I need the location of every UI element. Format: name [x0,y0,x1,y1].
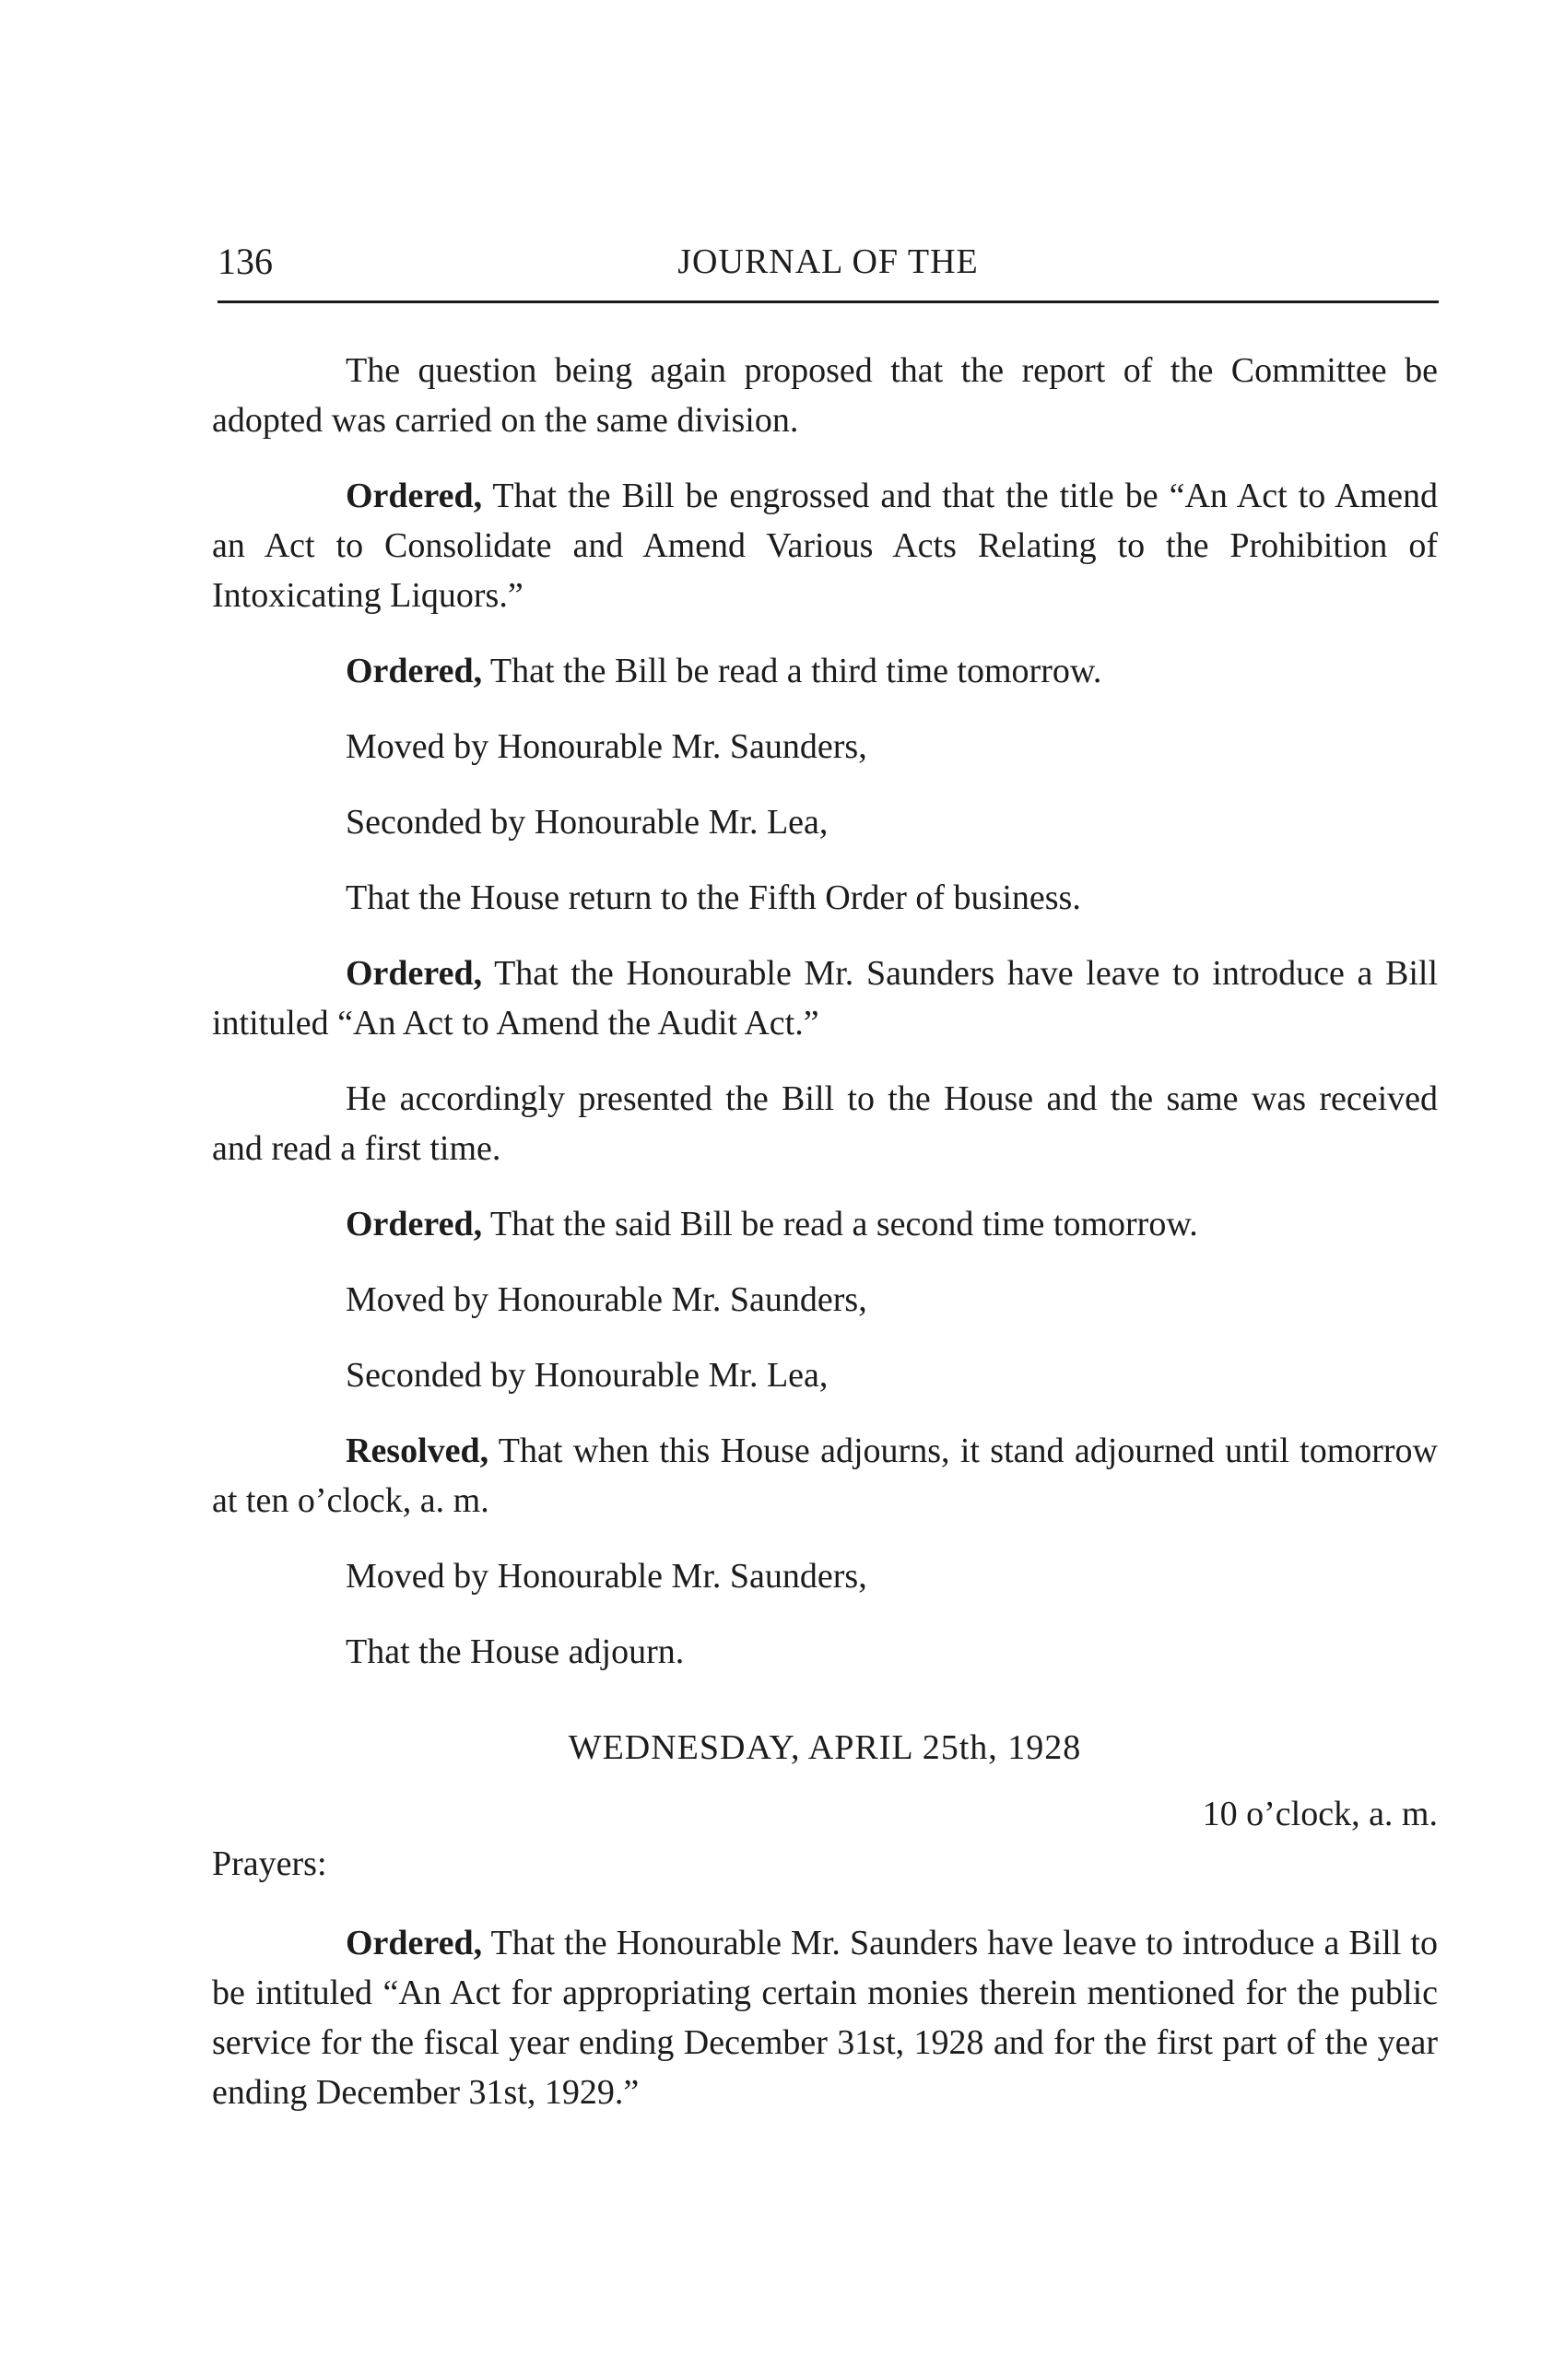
paragraph-lead: Ordered, [346,477,483,515]
paragraph-text: That the Bill be engrossed and that the title be “An Act to Amend an Act to Consolidate and Amend Various Acts Relating to the Prohibition of Intoxicating Liquors.” [212,477,1438,615]
paragraph-text: That the Honourable Mr. Saunders have leave to introduce a Bill intituled “An Act to Amend the Audit Act.” [212,954,1438,1043]
paragraph-text: That the House return to the Fifth Order of business. [346,878,1081,917]
final-paragraph [212,1918,1438,2117]
page-header [218,230,1439,295]
paragraph-text: That the said Bill be read a second time tomorrow. [482,1205,1198,1243]
paragraph-text: That the House adjourn. [346,1632,685,1671]
paragraph-text: Moved by Honourable Mr. Saunders, [346,1557,867,1596]
paragraph-text: That the Bill be read a third time tomorrow. [482,652,1102,690]
paragraph [212,1627,1438,1677]
paragraph-lead: Resolved, [346,1432,489,1470]
paragraph [212,1426,1438,1526]
session-time: 10 o’clock, a. m. [1202,1795,1438,1833]
running-head: JOURNAL OF THE [677,242,979,281]
paragraph-lead: Ordered, [346,954,483,993]
paragraph-text: Seconded by Honourable Mr. Lea, [346,803,829,842]
paragraph [212,471,1438,620]
paragraph [212,1275,1438,1325]
page-number: 136 [218,241,273,282]
paragraph-lead: Ordered, [346,1924,483,1962]
paragraph-text: Seconded by Honourable Mr. Lea, [346,1356,829,1395]
paragraph-lead: Ordered, [346,652,483,690]
prayers-label: Prayers: [212,1844,327,1883]
paragraph-lead: Ordered, [346,1205,483,1243]
paragraph [212,646,1438,696]
paragraph [212,873,1438,923]
paragraph [212,1350,1438,1400]
paragraph [212,1199,1438,1249]
paragraph-text: He accordingly presented the Bill to the House and the same was received and read a first time. [212,1079,1438,1168]
header-rule [218,300,1439,303]
paragraph-text: That when this House adjourns, it stand adjourned until tomorrow at ten o’clock, a. m. [212,1432,1438,1520]
paragraph [212,1074,1438,1173]
paragraph-text: That the Honourable Mr. Saunders have leave to introduce a Bill to be intituled “An Act for appropriating certain monies therein mentioned for the public service for the fiscal year ending December 31st, 1928 and for the first part of the year ending December 31st, 1929.” [212,1924,1438,2112]
date-heading: WEDNESDAY, APRIL 25th, 1928 [568,1728,1082,1767]
paragraph [212,797,1438,847]
paragraph-text: The question being again proposed that the report of the Committee be adopted was carried on the same division. [212,351,1438,440]
paragraph-text: Moved by Honourable Mr. Saunders, [346,727,867,766]
paragraph [212,346,1438,445]
paragraph [212,1551,1438,1601]
paragraph [212,948,1438,1048]
journal-body [212,346,1438,2143]
paragraph [212,722,1438,772]
paragraph-text: Moved by Honourable Mr. Saunders, [346,1280,867,1319]
